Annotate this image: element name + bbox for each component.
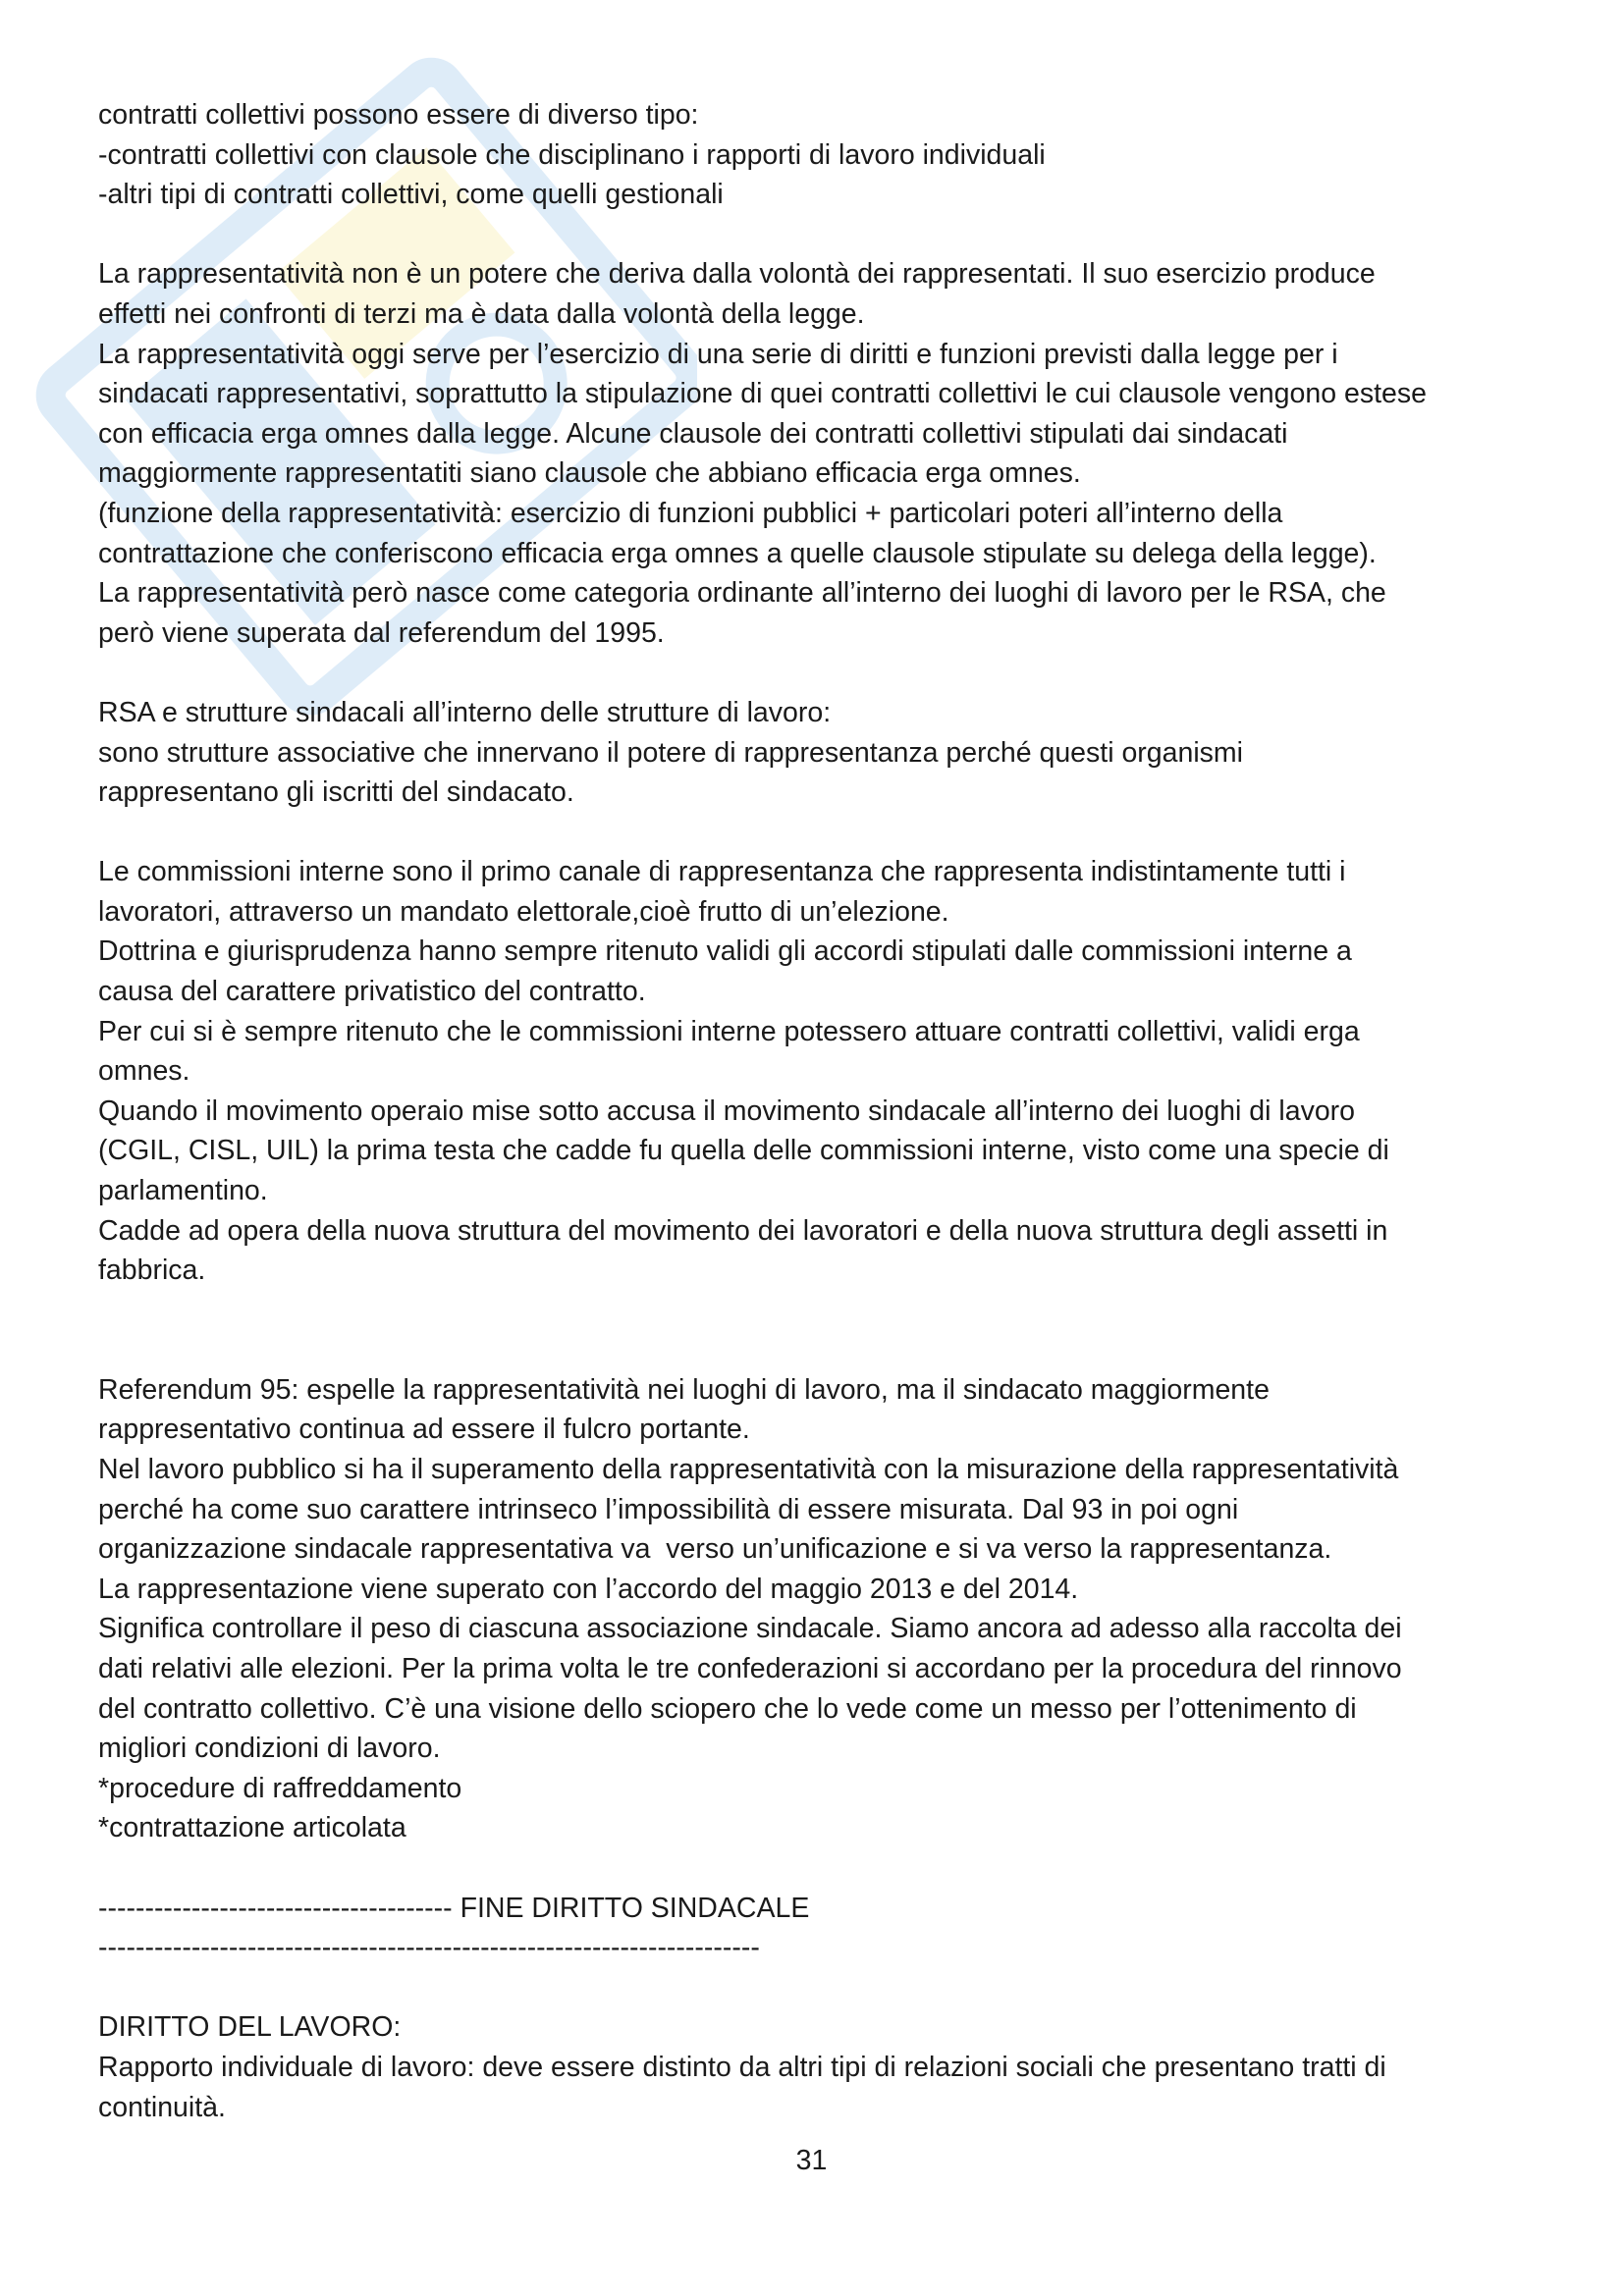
text-line: -contratti collettivi con clausole che disciplinano i rapporti di lavoro individuali	[98, 138, 1046, 171]
text-line: *contrattazione articolata	[98, 1812, 406, 1844]
text-line: (CGIL, CISL, UIL) la prima testa che cadde fu quella delle commissioni interne, visto come una specie di	[98, 1135, 1389, 1167]
paragraph-rsa	[98, 693, 1551, 813]
text-line: maggiormente rappresentatiti siano clausole che abbiano efficacia erga omnes.	[98, 457, 1081, 490]
divider-line: -----------------------------------------------------------------------	[98, 1932, 760, 1964]
text-line: sono strutture associative che innervano il potere di rappresentanza perché questi organismi	[98, 736, 1243, 769]
section-divider	[98, 1889, 1551, 1968]
paragraph-commissioni-interne	[98, 852, 1551, 1291]
text-line: Cadde ad opera della nuova struttura del movimento dei lavoratori e della nuova struttura degli assetti in	[98, 1214, 1388, 1247]
text-line: dati relativi alle elezioni. Per la prima volta le tre confederazioni si accordano per la procedura del rinnovo	[98, 1652, 1402, 1684]
text-line: La rappresentazione viene superato con l’accordo del maggio 2013 e del 2014.	[98, 1573, 1079, 1605]
text-line: omnes.	[98, 1055, 190, 1088]
text-line: causa del carattere privatistico del contratto.	[98, 976, 646, 1008]
paragraph-contract-types	[98, 95, 1551, 215]
text-line: Le commissioni interne sono il primo canale di rappresentanza che rappresenta indistintamente tutti i	[98, 856, 1346, 888]
text-line: organizzazione sindacale rappresentativa va verso un’unificazione e si va verso la rappresentanza.	[98, 1533, 1332, 1566]
text-line: Significa controllare il peso di ciascuna associazione sindacale. Siamo ancora ad adesso alla raccolta dei	[98, 1613, 1402, 1645]
document-body	[98, 95, 1551, 2127]
section-heading: DIRITTO DEL LAVORO:	[98, 2011, 402, 2044]
text-line: (funzione della rappresentatività: esercizio di funzioni pubblici + particolari poteri all’interno della	[98, 497, 1283, 529]
text-line: rappresentativo continua ad essere il fulcro portante.	[98, 1414, 750, 1446]
text-line: *procedure di raffreddamento	[98, 1772, 462, 1804]
text-line: parlamentino.	[98, 1175, 268, 1207]
text-line: Referendum 95: espelle la rappresentatività nei luoghi di lavoro, ma il sindacato maggiormente	[98, 1373, 1270, 1406]
text-line: -altri tipi di contratti collettivi, come quelli gestionali	[98, 179, 724, 211]
text-line: contrattazione che conferiscono efficacia erga omnes a quelle clausole stipulate su delega della legge).	[98, 537, 1377, 569]
text-line: Rapporto individuale di lavoro: deve essere distinto da altri tipi di relazioni sociali che presentano tratti di	[98, 2051, 1386, 2083]
text-line: perché ha come suo carattere intrinseco l’impossibilità di essere misurata. Dal 93 in poi ogni	[98, 1493, 1239, 1525]
divider-fine-diritto-sindacale: -------------------------------------- FINE DIRITTO SINDACALE	[98, 1892, 810, 1924]
text-line: continuità.	[98, 2091, 226, 2123]
text-line: sindacati rappresentativi, soprattutto la stipulazione di quei contratti collettivi le cui clausole vengono estese	[98, 378, 1427, 410]
text-line: però viene superata dal referendum del 1995.	[98, 616, 665, 649]
text-line: contratti collettivi possono essere di diverso tipo:	[98, 99, 699, 131]
text-line: Quando il movimento operaio mise sotto accusa il movimento sindacale all’interno dei luoghi di lavoro	[98, 1095, 1356, 1127]
text-line: Nel lavoro pubblico si ha il superamento della rappresentatività con la misurazione della rappresentatività	[98, 1454, 1399, 1485]
text-line: rappresentano gli iscritti del sindacato.	[98, 776, 574, 809]
text-line: fabbrica.	[98, 1255, 206, 1287]
text-line: La rappresentatività oggi serve per l’esercizio di una serie di diritti e funzioni previsti dalla legge per i	[98, 338, 1338, 370]
text-line: lavoratori, attraverso un mandato elettorale,cioè frutto di un’elezione.	[98, 895, 949, 928]
text-line: del contratto collettivo. C’è una visione dello sciopero che lo vede come un messo per l’ottenimento di	[98, 1692, 1357, 1725]
text-line: migliori condizioni di lavoro.	[98, 1733, 441, 1765]
text-line: effetti nei confronti di terzi ma è data dalla volontà della legge.	[98, 297, 865, 330]
text-line: RSA e strutture sindacali all’interno delle strutture di lavoro:	[98, 696, 832, 728]
page-number: 31	[795, 2145, 828, 2176]
text-line: La rappresentatività però nasce come categoria ordinante all’interno dei luoghi di lavoro per le RSA, che	[98, 577, 1386, 610]
text-line: Dottrina e giurisprudenza hanno sempre ritenuto validi gli accordi stipulati dalle commissioni interne a	[98, 935, 1352, 968]
text-line: Per cui si è sempre ritenuto che le commissioni interne potessero attuare contratti collettivi, validi erga	[98, 1015, 1360, 1047]
text-line: La rappresentatività non è un potere che deriva dalla volontà dei rappresentati. Il suo esercizio produce	[98, 258, 1376, 291]
paragraph-referendum-95	[98, 1370, 1551, 1848]
text-line: con efficacia erga omnes dalla legge. Alcune clausole dei contratti collettivi stipulati dai sindacati	[98, 417, 1288, 450]
paragraph-diritto-del-lavoro	[98, 2007, 1551, 2127]
paragraph-rappresentativita	[98, 254, 1551, 653]
